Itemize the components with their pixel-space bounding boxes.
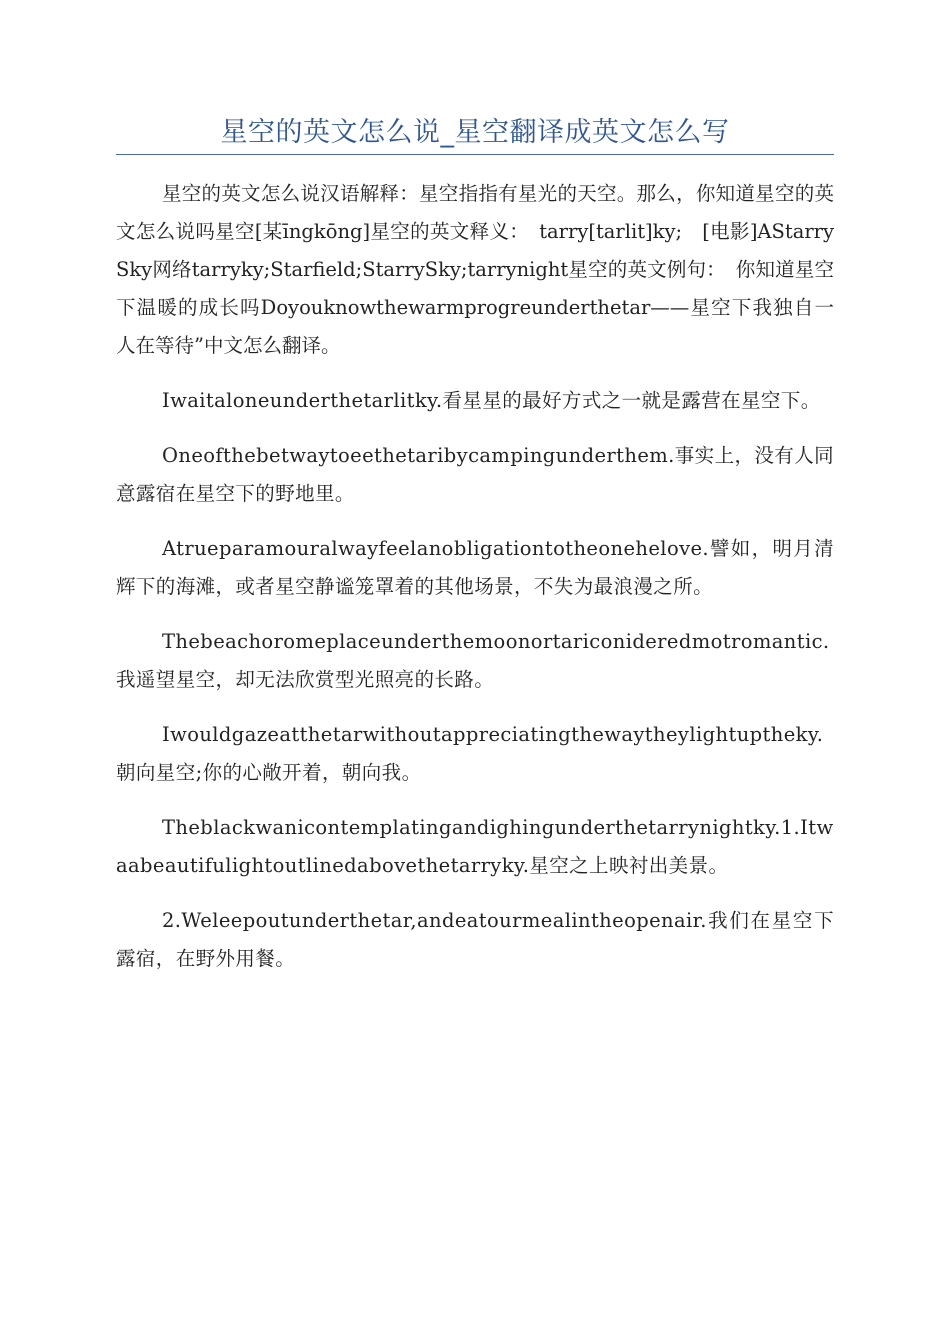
paragraph-3: Oneofthebetwaytoeethetaribycampingunderthem.事实上，没有人同意露宿在星空下的野地里。 <box>116 444 834 505</box>
document-title: 星空的英文怎么说_星空翻译成英文怎么写 <box>220 117 730 148</box>
paragraph-5: Thebeachoromeplaceunderthemoonortariconideredmotromantic.我遥望星空，却无法欣赏型光照亮的长路。 <box>116 630 830 691</box>
paragraph-6: Iwouldgazeatthetarwithoutappreciatingthewaytheylightuptheky.朝向星空;你的心敞开着，朝向我。 <box>116 723 824 784</box>
paragraph-4: Atrueparamouralwayfeelanobligationtotheonehelove.譬如，明月清辉下的海滩，或者星空静谧笼罩着的其他场景，不失为最浪漫之所。 <box>116 537 834 598</box>
document-body <box>116 175 834 995</box>
paragraph-8: 2.Weleepoutunderthetar,andeatourmealintheopenair.我们在星空下露宿，在野外用餐。 <box>116 909 834 970</box>
paragraph-7: Theblackwanicontemplatingandighingunderthetarrynightky.1.Itwaabeautifulightoutlinedabovethetarryky.星空之上映衬出美景。 <box>116 816 834 877</box>
paragraph-1: 星空的英文怎么说汉语解释：星空指指有星光的天空。那么，你知道星空的英文怎么说吗星空[某īngkōng]星空的英文释义： tarry[tarlit]ky; [电影]AStarrySky网络tarryky;Starfield;StarrySky;tarrynight星空的英文例句： 你知道星空下温暖的成长吗Doyouknowthewarmprogreunderthetar——星空下我独自一人在等待”中文怎么翻译。 <box>116 182 834 357</box>
paragraph-2: Iwaitaloneunderthetarlitky.看星星的最好方式之一就是露营在星空下。 <box>162 389 821 412</box>
title-underline <box>116 154 834 155</box>
